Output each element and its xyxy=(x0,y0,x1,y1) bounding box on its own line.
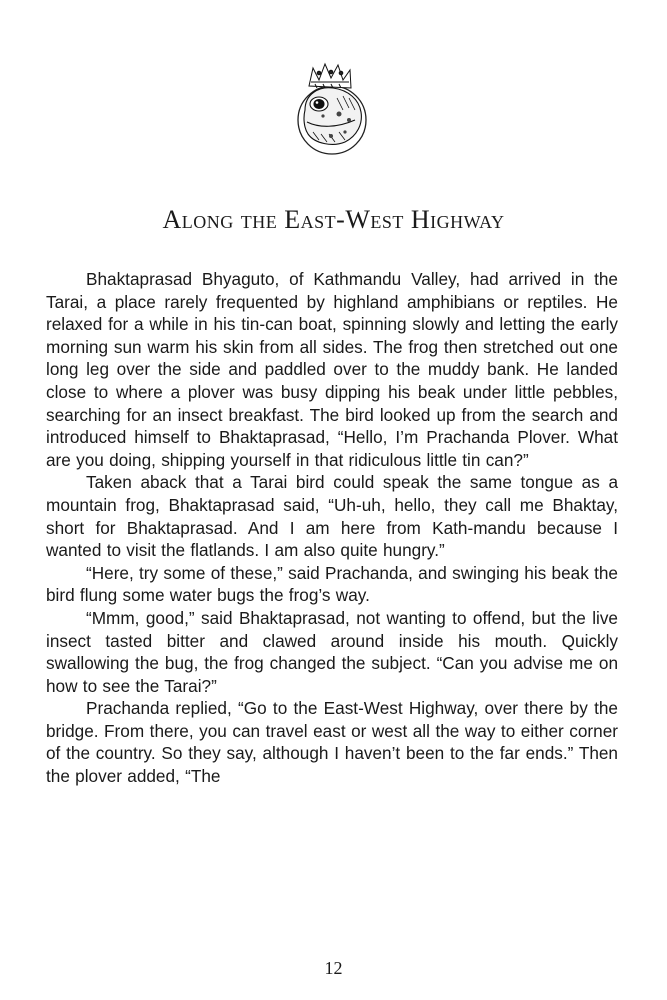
paragraph: Prachanda replied, “Go to the East-West Highway, over there by the bridge. From there, you can travel east or west all the way to either corner of the country. So they say, although I haven’t been to the far ends.” Then the plover added, “The xyxy=(46,698,618,787)
chapter-body xyxy=(46,268,618,788)
paragraph: Taken aback that a Tarai bird could speak the same tongue as a mountain frog, Bhaktaprasad said, “Uh-uh, hello, they call me Bhaktay, short for Bhaktaprasad. And I am here from Kath-mandu because I wanted to visit the flatlands. I am also quite hungry.” xyxy=(46,472,618,561)
crowned-frog-icon xyxy=(293,58,371,158)
chapter-title: Along the East-West Highway xyxy=(162,205,505,234)
paragraph: Bhaktaprasad Bhyaguto, of Kathmandu Valley, had arrived in the Tarai, a place rarely frequented by highland amphibians or reptiles. He relaxed for a while in his tin-can boat, spinning slowly and letting the early morning sun warm his skin from all sides. The frog then stretched out one long leg over the side and paddled over to the muddy bank. He landed close to where a plover was busy dipping his beak under little pebbles, searching for an insect breakfast. The bird looked up from the search and introduced himself to Bhaktaprasad, “Hello, I’m Prachanda Plover. What are you doing, shipping yourself in that ridiculous little tin can?” xyxy=(46,269,618,470)
paragraph: “Mmm, good,” said Bhaktaprasad, not wanting to offend, but the live insect tasted bitter and clawed around inside his mouth. Quickly swallowing the bug, the frog changed the subject. “Can you advise me on how to see the Tarai?” xyxy=(46,607,618,696)
paragraph: “Here, try some of these,” said Prachanda, and swinging his beak the bird flung some water bugs the frog’s way. xyxy=(46,562,618,606)
page-number: 12 xyxy=(324,958,343,978)
